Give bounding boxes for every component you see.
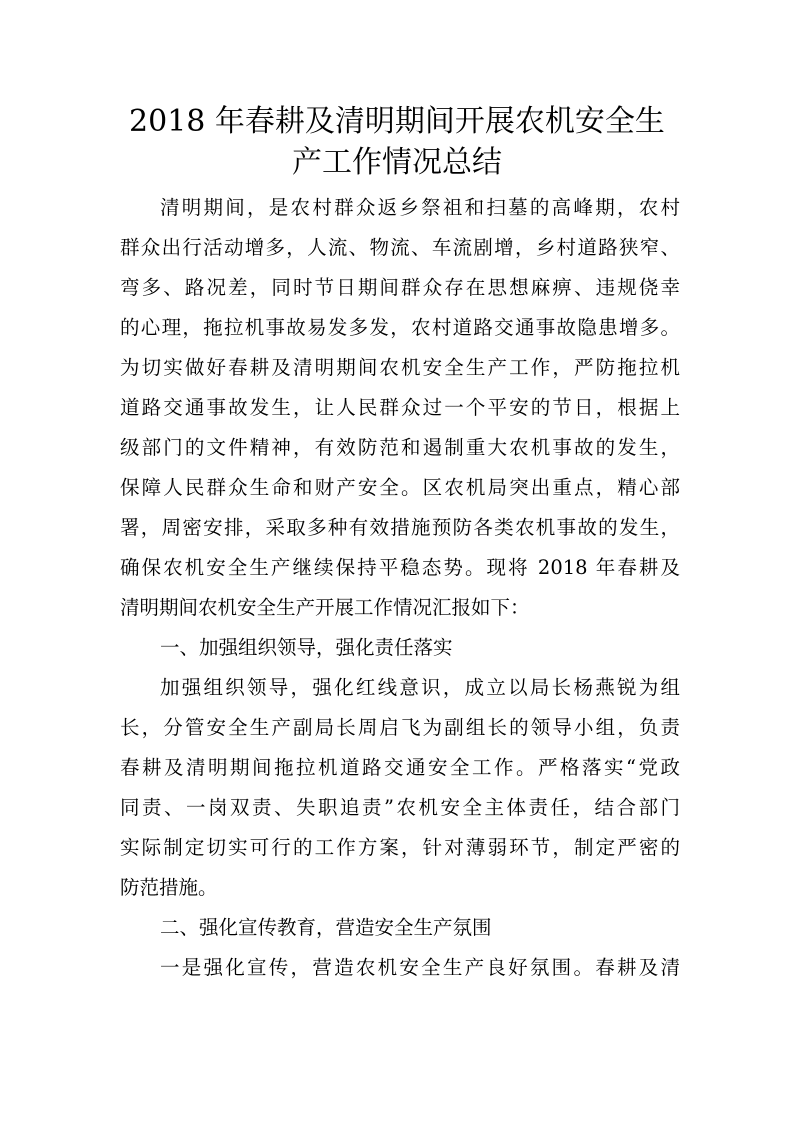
- paragraph-1-line-9: 署，周密安排，采取多种有效措施预防各类农机事故的发生，: [120, 516, 680, 539]
- document-title-line-1: 2018 年春耕及清明期间开展农机安全生: [129, 104, 665, 139]
- paragraph-1-line-5: 为切实做好春耕及清明期间农机安全生产工作，严防拖拉机: [120, 356, 680, 379]
- section-heading-1: 一、加强组织领导，强化责任落实: [160, 636, 453, 659]
- paragraph-1-line-3: 弯多、路况差，同时节日期间群众存在思想麻痹、违规侥幸: [120, 276, 680, 299]
- paragraph-1-line-8: 保障人民群众生命和财产安全。区农机局突出重点，精心部: [120, 476, 680, 499]
- paragraph-1-line-1: 清明期间，是农村群众返乡祭祖和扫墓的高峰期，农村: [160, 196, 680, 219]
- document-body: [120, 188, 680, 988]
- paragraph-1-line-7: 级部门的文件精神，有效防范和遏制重大农机事故的发生，: [120, 436, 680, 459]
- paragraph-3-line-1: 一是强化宣传，营造农机安全生产良好氛围。春耕及清: [160, 956, 680, 979]
- paragraph-2-line-3: 春耕及清明期间拖拉机道路交通安全工作。严格落实“党政: [120, 756, 680, 779]
- paragraph-1-line-2: 群众出行活动增多，人流、物流、车流剧增，乡村道路狭窄、: [120, 236, 680, 259]
- document-title-line-2: 产工作情况总结: [292, 145, 502, 180]
- paragraph-2-line-4: 同责、一岗双责、失职追责”农机安全主体责任，结合部门: [120, 796, 680, 819]
- paragraph-2-line-5: 实际制定切实可行的工作方案，针对薄弱环节，制定严密的: [120, 836, 680, 859]
- paragraph-1-line-10: 确保农机安全生产继续保持平稳态势。现将 2018 年春耕及: [120, 556, 680, 579]
- paragraph-2-line-1: 加强组织领导，强化红线意识，成立以局长杨燕锐为组: [160, 676, 680, 699]
- paragraph-1-line-6: 道路交通事故发生，让人民群众过一个平安的节日，根据上: [120, 396, 680, 419]
- paragraph-1-line-4: 的心理，拖拉机事故易发多发，农村道路交通事故隐患增多。: [120, 316, 680, 339]
- section-heading-2: 二、强化宣传教育，营造安全生产氛围: [160, 916, 492, 939]
- paragraph-1-line-11: 清明期间农机安全生产开展工作情况汇报如下：: [120, 596, 530, 619]
- paragraph-2-line-2: 长，分管安全生产副局长周启飞为副组长的领导小组，负责: [120, 716, 680, 739]
- paragraph-2-line-6: 防范措施。: [120, 876, 218, 899]
